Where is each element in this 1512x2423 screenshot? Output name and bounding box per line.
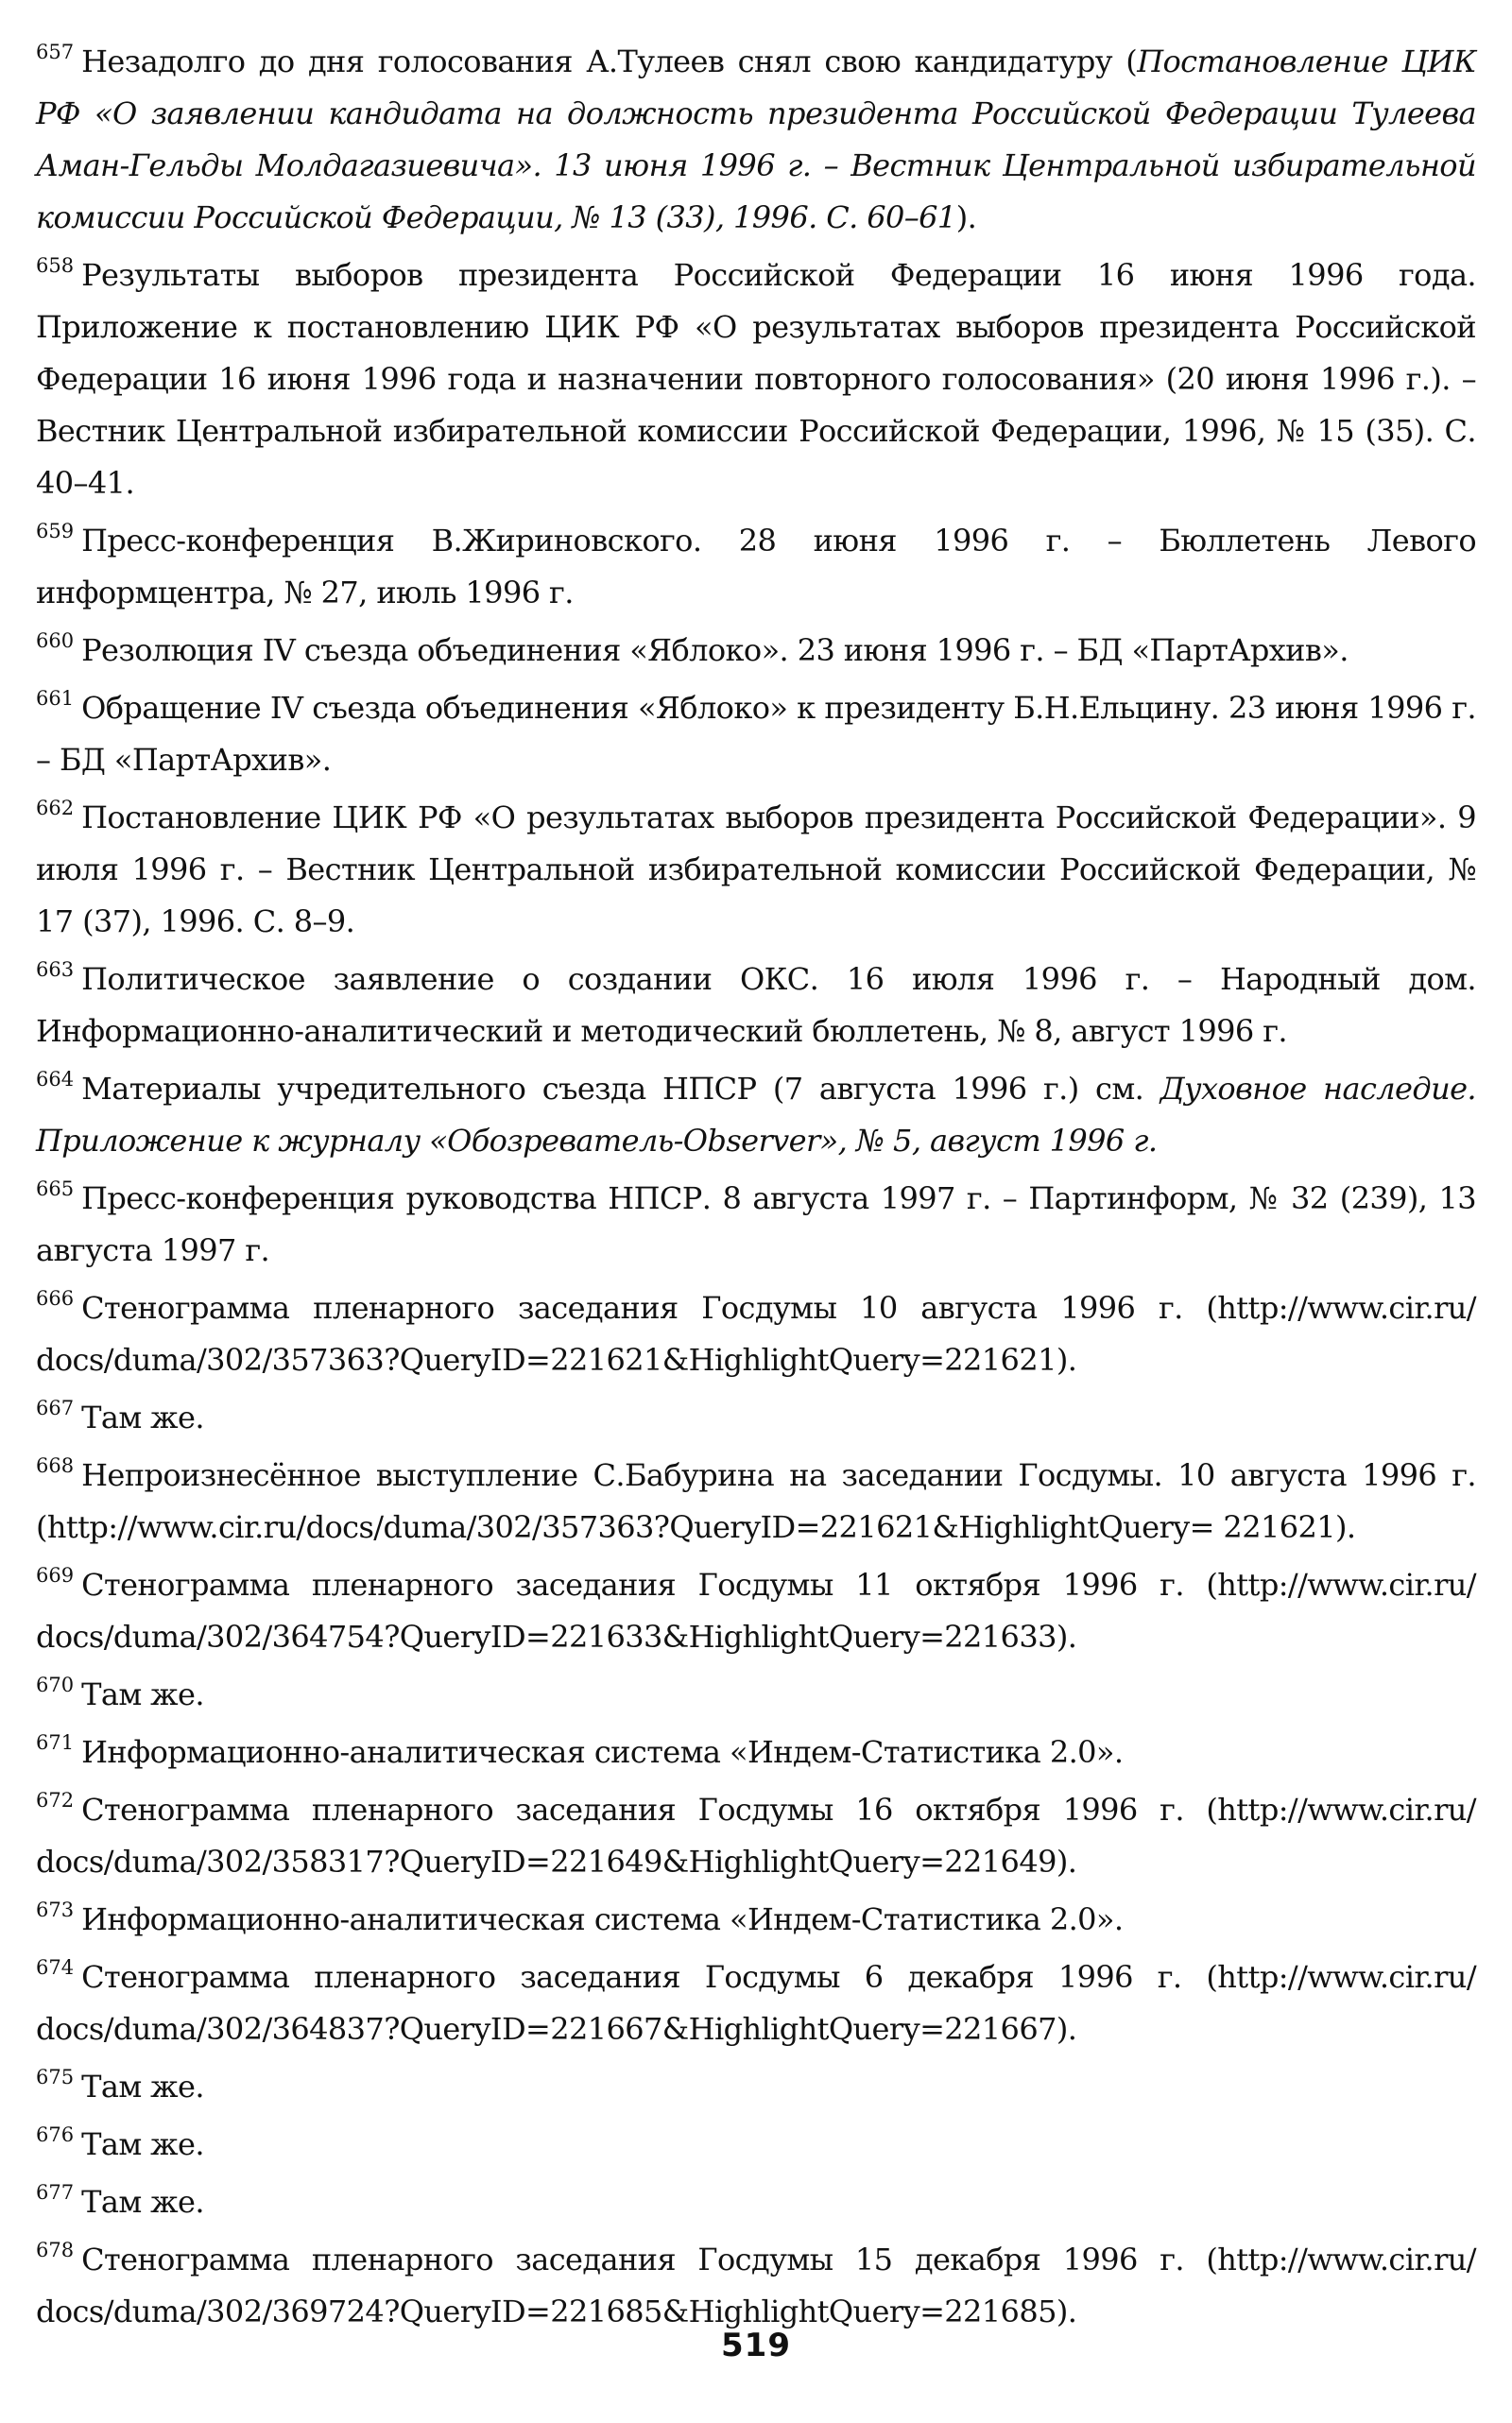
footnote <box>36 249 1476 509</box>
footnote-text: Там же. <box>81 2184 204 2220</box>
footnote-italic-text: Духовное наследие. Приложение к журналу «Обозреватель-Observer», № 5, август 1996 г. <box>36 1071 1476 1159</box>
footnote <box>36 2061 1476 2113</box>
footnote-text: Постановление ЦИК РФ «О результатах выборов президента Российской Федерации». 9 июля 1996 г. – Вестник Центральной избирательной комиссии Российской Федерации, № 17 (37), 1996. С. 8–9. <box>36 799 1476 939</box>
footnote-number: 676 <box>36 2123 75 2147</box>
footnote-italic-text: Постановление ЦИК РФ «О заявлении кандидата на должность президента Российской Федерации Тулеева Аман-Гельды Молдагазиевича». 13 июня 1996 г. – Вестник Центральной избирательной комиссии Российской Федерации, № 13 (33), 1996. С. 60–61 <box>36 43 1476 235</box>
footnote <box>36 1727 1476 1779</box>
footnote-text: Там же. <box>81 1400 204 1435</box>
footnote-text: Стенограмма пленарного заседания Госдумы 15 декабря 1996 г. (http://www.cir.ru/ docs/duma/302/369724?QueryID=221685&HighlightQuery=221685). <box>36 2242 1476 2329</box>
footnote-number: 657 <box>36 41 75 64</box>
footnote-number: 673 <box>36 1899 75 1922</box>
footnote <box>36 2234 1476 2338</box>
footnote <box>36 2176 1476 2228</box>
footnote-text: Материалы учредительного съезда НПСР (7 августа 1996 г.) см. <box>81 1071 1160 1107</box>
footnote <box>36 682 1476 786</box>
footnote <box>36 1173 1476 1277</box>
footnotes-list <box>36 36 1476 2338</box>
footnote <box>36 1951 1476 2055</box>
footnote-text: Результаты выборов президента Российской Федерации 16 июня 1996 года. Приложение к постановлению ЦИК РФ «О результатах выборов президента Российской Федерации 16 июня 1996 года и назначении повторного голосования» (20 июня 1996 г.). – Вестник Центральной избирательной комиссии Российской Федерации, 1996, № 15 (35). С. 40–41. <box>36 257 1476 501</box>
footnote-number: 658 <box>36 254 75 278</box>
footnote <box>36 1282 1476 1386</box>
page-number: 519 <box>721 2327 791 2364</box>
footnote-number: 674 <box>36 1956 75 1980</box>
footnote <box>36 1669 1476 1721</box>
footnote-text: Непроизнесённое выступление С.Бабурина на заседании Госдумы. 10 августа 1996 г. (http://www.cir.ru/docs/duma/302/357363?QueryID=221621&HighlightQuery= 221621). <box>36 1457 1476 1545</box>
footnote-text: ). <box>955 199 977 235</box>
footnote-number: 671 <box>36 1731 75 1755</box>
footnote-text: Там же. <box>81 1676 204 1712</box>
footnote-text: Там же. <box>81 2069 204 2105</box>
footnote-number: 678 <box>36 2239 75 2262</box>
footnote <box>36 1784 1476 1888</box>
footnote-number: 664 <box>36 1068 75 1091</box>
footnote-number: 659 <box>36 520 75 543</box>
footnote <box>36 515 1476 619</box>
footnote-text: Пресс-конференция В.Жириновского. 28 июня 1996 г. – Бюллетень Левого информцентра, № 27, июль 1996 г. <box>36 523 1476 610</box>
footnote-text: Стенограмма пленарного заседания Госдумы 10 августа 1996 г. (http://www.cir.ru/ docs/duma/302/357363?QueryID=221621&HighlightQuery=221621). <box>36 1290 1476 1378</box>
footnote-text: Стенограмма пленарного заседания Госдумы 6 декабря 1996 г. (http://www.cir.ru/ docs/duma/302/364837?QueryID=221667&HighlightQuery=221667). <box>36 1959 1476 2047</box>
footnote-number: 669 <box>36 1564 75 1588</box>
footnote-text: Там же. <box>81 2126 204 2162</box>
footnote-text: Резолюция IV съезда объединения «Яблоко». 23 июня 1996 г. – БД «ПартАрхив». <box>81 632 1349 668</box>
footnote-number: 663 <box>36 958 75 982</box>
footnote-number: 677 <box>36 2181 75 2205</box>
footnote <box>36 1450 1476 1554</box>
footnote-text: Информационно-аналитическая система «Индем-Статистика 2.0». <box>81 1734 1124 1770</box>
footnote <box>36 1894 1476 1946</box>
footnote-number: 667 <box>36 1397 75 1420</box>
footnote <box>36 792 1476 948</box>
footnote <box>36 2119 1476 2171</box>
footnote-number: 668 <box>36 1454 75 1478</box>
footnote <box>36 36 1476 244</box>
footnote-text: Пресс-конференция руководства НПСР. 8 августа 1997 г. – Партинформ, № 32 (239), 13 августа 1997 г. <box>36 1180 1476 1268</box>
footnote-text: Информационно-аналитическая система «Индем-Статистика 2.0». <box>81 1901 1124 1937</box>
footnote <box>36 625 1476 677</box>
footnote <box>36 1392 1476 1444</box>
footnote-number: 661 <box>36 687 75 711</box>
footnote-number: 666 <box>36 1287 75 1311</box>
footnote <box>36 954 1476 1057</box>
footnote-number: 660 <box>36 629 75 653</box>
footnote-text: Стенограмма пленарного заседания Госдумы 16 октября 1996 г. (http://www.cir.ru/ docs/duma/302/358317?QueryID=221649&HighlightQuery=221649). <box>36 1792 1476 1880</box>
footnote <box>36 1063 1476 1167</box>
footnote-number: 662 <box>36 797 75 820</box>
footnote-text: Политическое заявление о создании ОКС. 16 июля 1996 г. – Народный дом. Информационно-аналитический и методический бюллетень, № 8, август 1996 г. <box>36 961 1476 1049</box>
footnote-number: 670 <box>36 1674 75 1697</box>
footnote-number: 665 <box>36 1177 75 1201</box>
footnote-number: 675 <box>36 2066 75 2089</box>
footnote-text: Стенограмма пленарного заседания Госдумы 11 октября 1996 г. (http://www.cir.ru/ docs/duma/302/364754?QueryID=221633&HighlightQuery=221633). <box>36 1567 1476 1655</box>
footnote-text: Незадолго до дня голосования А.Тулеев снял свою кандидатуру ( <box>81 43 1138 79</box>
footnote <box>36 1559 1476 1663</box>
footnote-text: Обращение IV съезда объединения «Яблоко» к президенту Б.Н.Ельцину. 23 июня 1996 г. – БД «ПартАрхив». <box>36 690 1476 778</box>
footnote-number: 672 <box>36 1789 75 1813</box>
